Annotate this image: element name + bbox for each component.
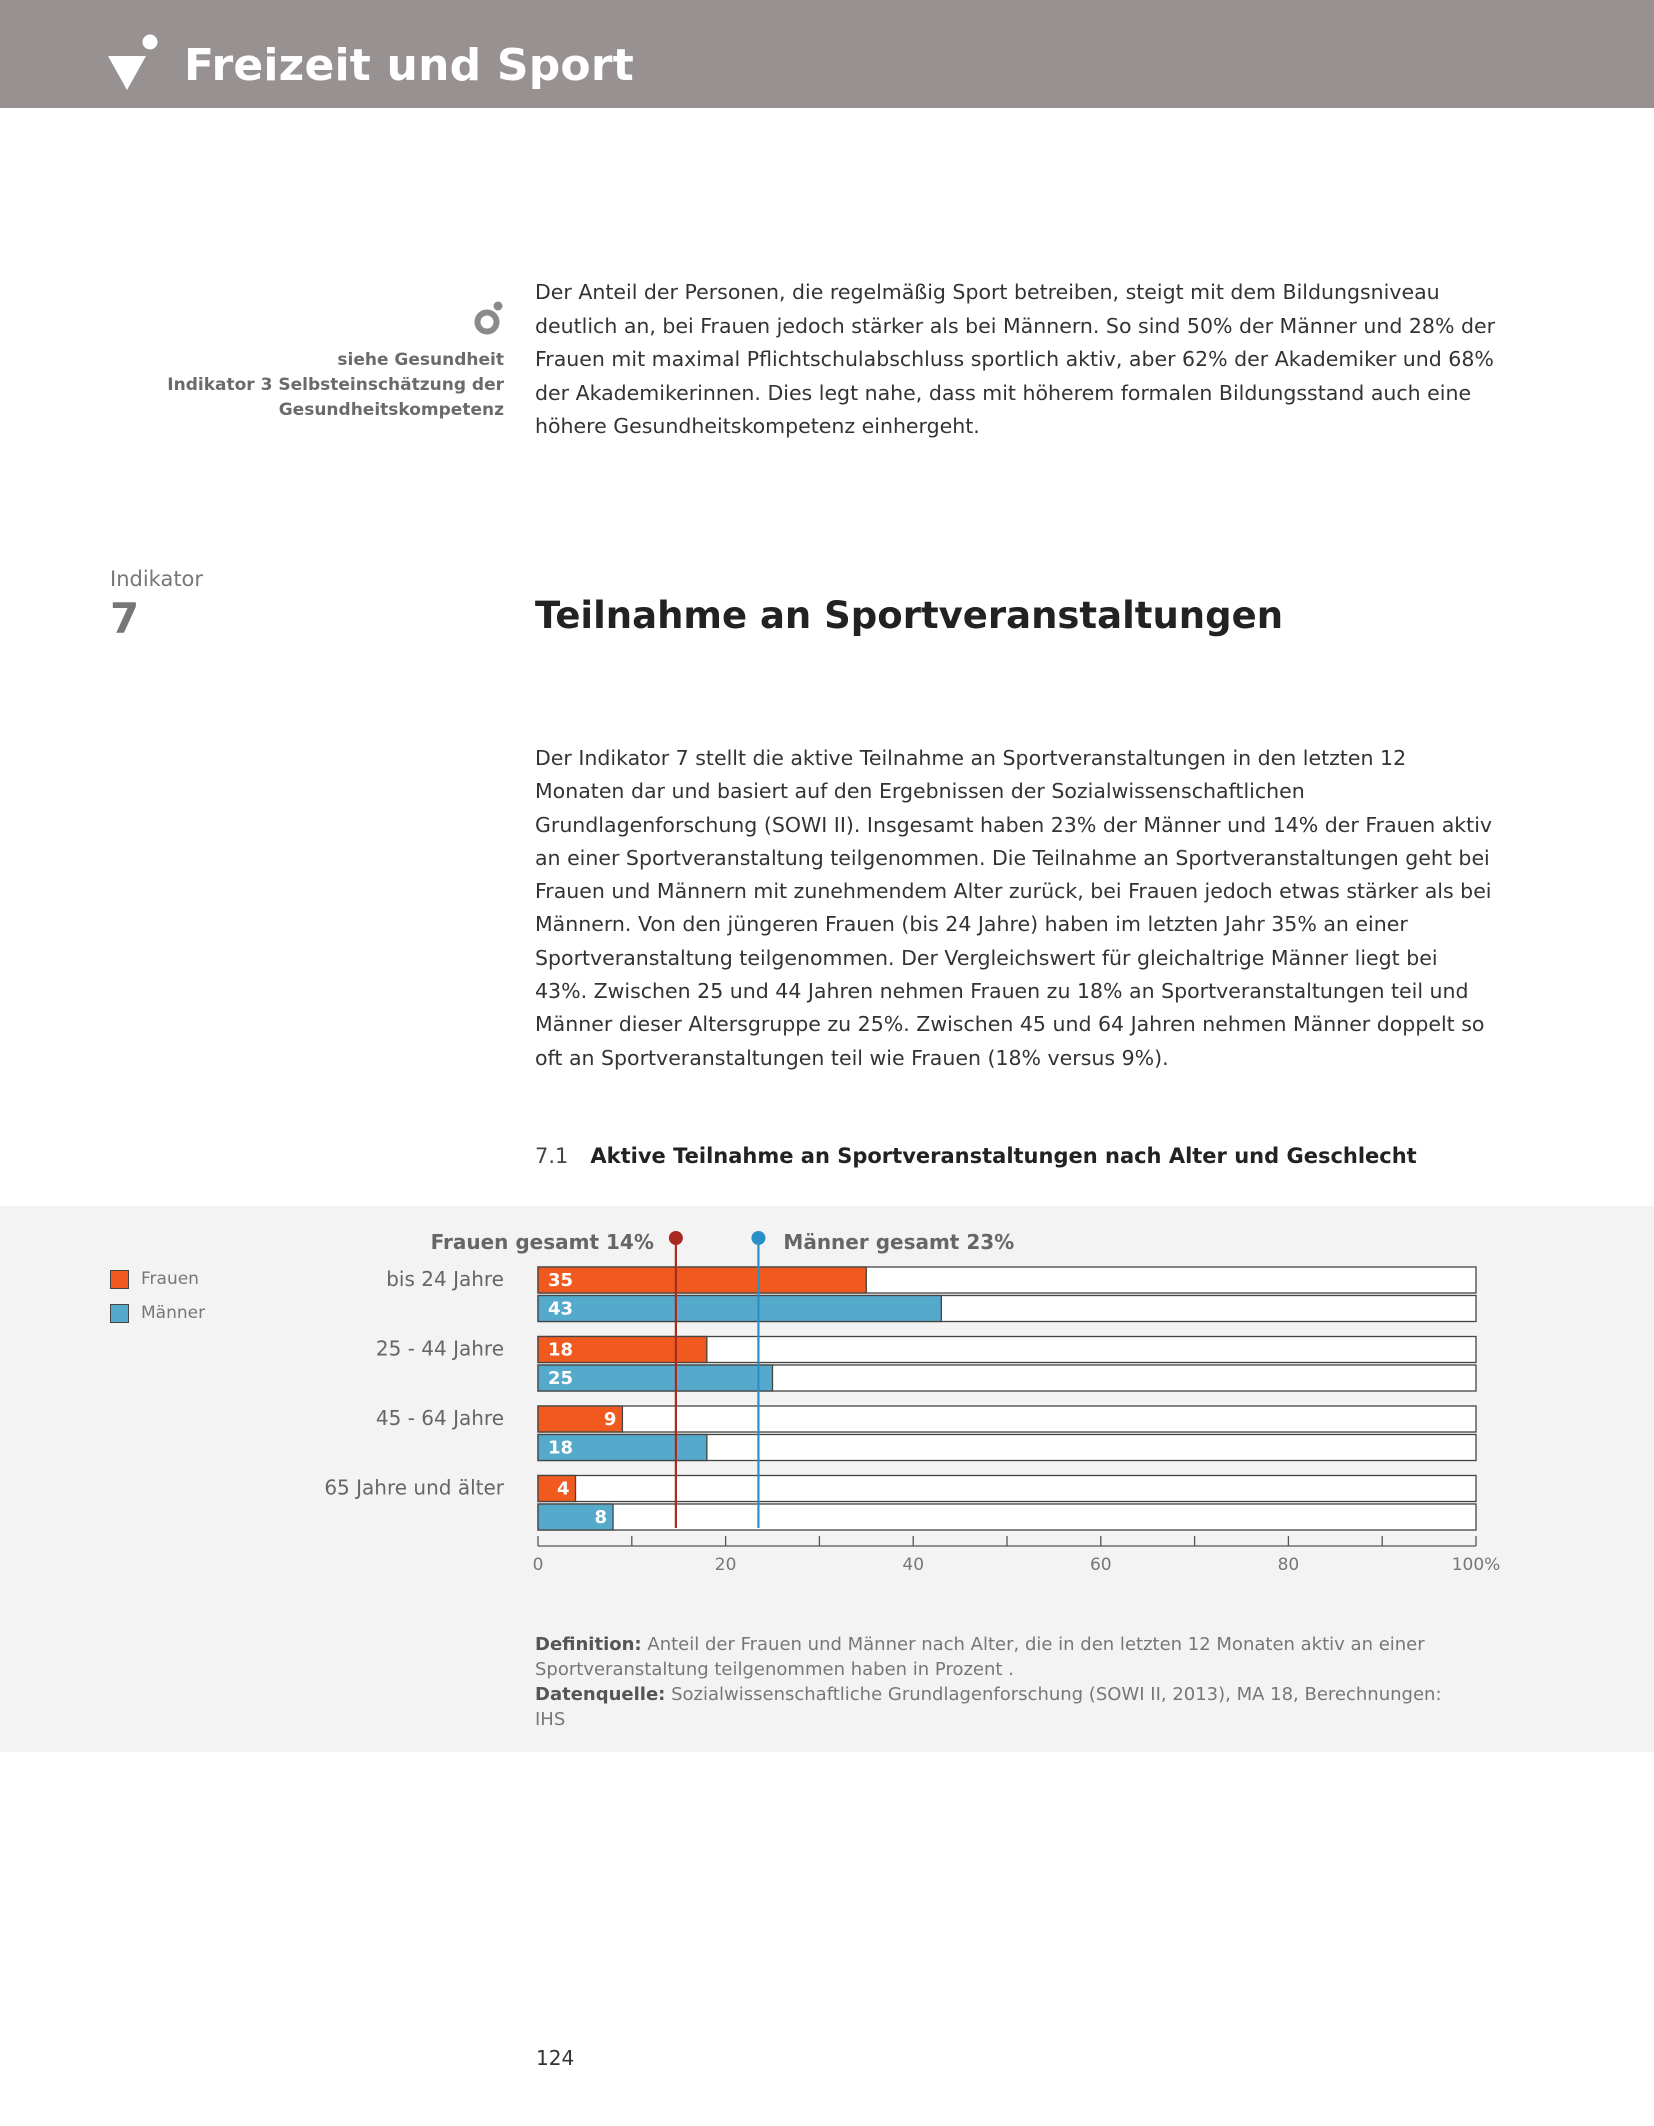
category-label: 45 - 64 Jahre xyxy=(375,1406,504,1430)
reference-marker xyxy=(669,1231,683,1245)
x-tick-label: 40 xyxy=(902,1555,925,1575)
definition-text: Anteil der Frauen und Männer nach Alter, die in den letzten 12 Monaten aktiv an einer Sportveranstaltung teilgenommen haben in Prozent . xyxy=(535,1634,1425,1680)
bar-value-label: 9 xyxy=(603,1409,617,1430)
category-label: 65 Jahre und älter xyxy=(324,1475,504,1500)
cross-reference-line: siehe Gesundheit xyxy=(337,350,504,370)
chart-caption xyxy=(535,1144,1417,1168)
chart-definition xyxy=(535,1632,1475,1732)
source-text: Sozialwissenschaftliche Grundlagenforschung (SOWI II, 2013), MA 18, Berechnungen: IHS xyxy=(535,1684,1442,1730)
bar-chart xyxy=(0,1206,1654,1596)
x-tick-label: 20 xyxy=(714,1555,737,1575)
bar-maenner xyxy=(538,1296,941,1322)
brand-logo-icon xyxy=(106,34,166,94)
page-number: 124 xyxy=(536,2046,575,2070)
x-tick-label: 0 xyxy=(532,1555,544,1575)
bar-track xyxy=(538,1504,1476,1530)
bar-value-label: 35 xyxy=(548,1270,574,1291)
bar-value-label: 8 xyxy=(594,1507,608,1528)
reference-label: Männer gesamt 23% xyxy=(783,1230,1015,1254)
x-tick-label: 100% xyxy=(1451,1555,1501,1575)
bar-value-label: 18 xyxy=(548,1339,574,1361)
cross-reference-line: Gesundheitskompetenz xyxy=(278,400,504,420)
indicator-label: Indikator xyxy=(110,567,204,591)
source-label: Datenquelle: xyxy=(535,1684,666,1705)
bar-value-label: 18 xyxy=(548,1437,574,1459)
category-label: bis 24 Jahre xyxy=(386,1267,504,1291)
chart-title: Aktive Teilnahme an Sportveranstaltungen nach Alter und Geschlecht xyxy=(590,1144,1417,1168)
x-tick-label: 60 xyxy=(1089,1555,1112,1575)
indicator-number: 7 xyxy=(110,594,140,643)
bar-value-label: 43 xyxy=(548,1298,574,1320)
body-paragraph: Der Indikator 7 stellt die aktive Teilnahme an Sportveranstaltungen in den letzten 12 Monaten dar und basiert auf den Ergebnissen der Sozialwissenschaftlichen Grundlagenforschung (SOWI II). Insgesamt haben 23% der Männer und 14% der Frauen aktiv an einer Sportveranstaltung teilgenommen. Die Teilnahme an Sportveranstaltungen geht bei Frauen und Männern mit zunehmendem Alter zurück, bei Frauen jedoch etwas stärker als bei Männern. Von den jüngeren Frauen (bis 24 Jahre) haben im letzten Jahr 35% an einer Sportveranstaltung teilgenommen. Der Vergleichswert für gleichaltrige Männer liegt bei 43%. Zwischen 25 und 44 Jahren nehmen Frauen zu 18% an Sportveranstaltungen teil und Männer dieser Altersgruppe zu 25%. Zwischen 45 und 64 Jahren nehmen Männer doppelt so oft an Sportveranstaltungen teil wie Frauen (18% versus 9%). xyxy=(535,746,1493,1070)
bar-track xyxy=(538,1406,1476,1432)
section-heading: Freizeit und Sport xyxy=(184,40,634,91)
legend-label-maenner: Männer xyxy=(141,1303,206,1323)
intro-paragraph: Der Anteil der Personen, die regelmäßig Sport betreiben, steigt mit dem Bildungsniveau deutlich an, bei Frauen jedoch stärker als bei Männern. So sind 50% der Männer und 28% der Frauen mit maximal Pflichtschulabschluss sportlich aktiv, aber 62% der Akademiker und 68% der Akademikerinnen. Dies legt nahe, dass mit höherem formalen Bildungsstand auch eine höhere Gesundheitskompetenz einhergeht. xyxy=(535,280,1495,438)
chart-number: 7.1 xyxy=(535,1144,569,1168)
reference-marker xyxy=(751,1231,765,1245)
definition-label: Definition: xyxy=(535,1634,642,1655)
bar-value-label: 4 xyxy=(556,1478,570,1500)
link-circle-icon xyxy=(474,300,504,336)
category-label: 25 - 44 Jahre xyxy=(375,1336,504,1361)
bar-frauen xyxy=(538,1267,866,1293)
legend-label-frauen: Frauen xyxy=(141,1269,199,1289)
bar-value-label: 25 xyxy=(548,1368,574,1389)
cross-reference-line: Indikator 3 Selbsteinschätzung der xyxy=(167,375,504,395)
indicator-title: Teilnahme an Sportveranstaltungen xyxy=(535,594,1284,637)
reference-label: Frauen gesamt 14% xyxy=(430,1230,654,1254)
page-header xyxy=(0,0,1654,108)
bar-track xyxy=(538,1476,1476,1502)
x-tick-label: 80 xyxy=(1277,1555,1300,1575)
bar-maenner xyxy=(538,1365,773,1391)
